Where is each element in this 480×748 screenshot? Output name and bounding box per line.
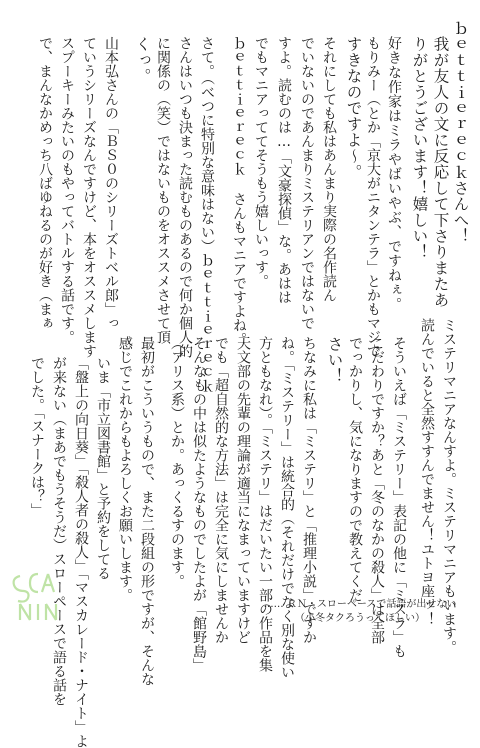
text-column: こだわりですか？あと「冬のなかの殺人」は全部 <box>369 336 385 644</box>
text-column: 方ともなれ）。「ミステリ」はだいたい一部の作品を集 <box>257 336 273 672</box>
text-column: さて。（べつに特別な意味はない）ｂｅｔｔｉｅｒｅｃｋ <box>199 36 215 393</box>
text-column: いま「市立図書館」と予約をしてる <box>95 356 111 580</box>
text-column: 読んでいると全然すすんでません！ユトヨ座ッ！ <box>419 318 435 626</box>
watermark-logo <box>8 556 68 626</box>
text-column: 「盤上の向日葵」「殺人者の殺人」「マスカレード・ナイト」よ <box>73 356 89 748</box>
logo-mark <box>8 556 68 626</box>
text-column: ｂｅｔｔｉｅｒｅｃｋさんへ！ <box>451 20 470 244</box>
text-column: さんはいつも決まった読むものあるので何か個人的 <box>177 36 193 358</box>
text-column: に関係の（笑）ではないものをオススメさせて頂 <box>155 36 171 344</box>
text-column: でもマニアっててそうもう嬉しいっす。 <box>253 36 269 288</box>
text-column: もりみー（とか「京大がニタンテラ」とかもマジで <box>365 36 381 358</box>
text-column: ミステリマニアなんすよ。ミステリマニアもいます。 <box>441 318 457 654</box>
text-column: ちなみに私は「ミステリ」と「推理小説」ですか <box>301 336 317 644</box>
text-column: が来ない（まあでもうそうだ）スローペースで語る話を <box>51 356 67 706</box>
text-column: ていうシリーズなんですけど、本をオススメします <box>81 36 97 358</box>
text-column: 我が友人の文に反応して下さりまたあ <box>431 36 450 308</box>
footer-line: （小冬タクろうってほしい） <box>295 613 425 624</box>
text-column: 山本弘さんの「ＢＳ０のシリーズトベル郎」っ <box>103 36 119 330</box>
text-column: スプーキーみたいのもやってバトルする話です。 <box>59 36 75 344</box>
text-column: でした。「スナークは？」 <box>29 356 45 517</box>
text-column: すきなのですよ〜。 <box>344 36 363 180</box>
text-column: 最初がこういうもので、また二段組の形ですが、そんな <box>139 336 155 686</box>
text-column: それにしても私はあんまり実際の名作読ん <box>321 36 337 302</box>
text-column: （アリス系）とか。あっくるすのます。 <box>169 336 185 588</box>
text-column: そんなもの中は似たようなものでしたよが「館野島」 <box>191 336 207 672</box>
text-column: 好きな作家はミラやばいやぶ、ですねぇ。 <box>386 36 402 312</box>
text-column: すよ。読むのは…「文豪探偵」な。あはは <box>276 36 292 304</box>
text-column: りがとうございます！嬉しい！ <box>410 36 429 260</box>
text-column: さい！ <box>325 336 344 384</box>
text-column: でいないのであんまりミステリアンではないで <box>299 36 315 330</box>
footer-note <box>250 598 470 626</box>
text-column: くっ。 <box>133 36 152 84</box>
text-column: でっかりし、気になりますので教えてくだ <box>347 336 363 602</box>
text-column: で、まんなかめっち八ばゆねるのが好き（まぁ <box>37 36 53 330</box>
text-column: でも「超自然的な方法」は完全に気にしませんか <box>213 336 229 644</box>
text-column: ｂｅｔｔｉｅｒｅｃｋ さんもマニアですよね。 <box>231 36 247 346</box>
text-column: 天文部の先輩の理論が適当になまっていますけど <box>235 336 251 644</box>
text-column: ね。「ミステリー」は統合的（それだけでなく別な使い <box>279 336 295 679</box>
footer-line: …… ＲＮ・スローペースで話語が出せない <box>263 599 457 610</box>
text-column: そういえば「ミステリー」表記の他に「ミスラ」も <box>391 336 407 658</box>
text-column: 感じでこれからもよろしくお願いします。 <box>117 336 133 602</box>
